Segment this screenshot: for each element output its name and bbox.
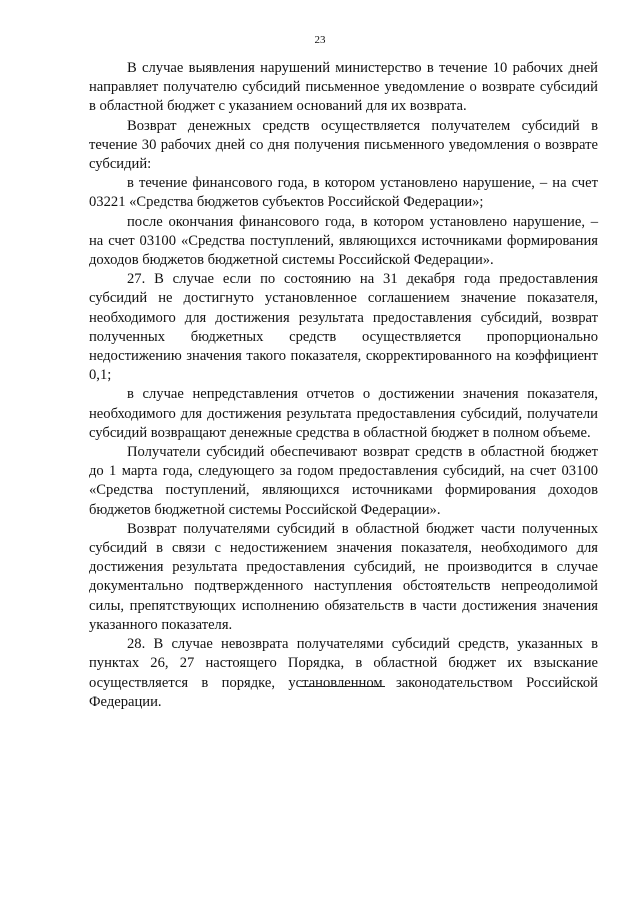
paragraph-item-27: 27. В случае если по состоянию на 31 декабря года предоставления субсидий не достигнуто установленное соглашением значение показателя, необходимого для достижения результата предоставления субсидий, возврат полученных бюджетных средств осуществляется пропорционально недостижению значения такого показателя, скорректированного на коэффициент 0,1; [89, 271, 598, 384]
end-of-text-rule [300, 686, 385, 687]
page-number: 23 [314, 34, 326, 46]
paragraph-current-year-account: в течение финансового года, в котором установлено нарушение, – на счет 03221 «Средства бюджетов субъектов Российской Федерации»; [89, 175, 598, 211]
paragraph-item-28: 28. В случае невозврата получателями субсидий средств, указанных в пунктах 26, 27 настоящего Порядка, в областной бюджет их взыскание осуществляется в порядке, установленном законодательством Российской Федерации. [89, 636, 598, 710]
paragraph-no-reports: в случае непредставления отчетов о достижении значения показателя, необходимого для достижения результата предоставления субсидий, получатели субсидий возвращают денежные средства в областной бюджет в полном объеме. [89, 386, 598, 441]
paragraph-force-majeure: Возврат получателями субсидий в областной бюджет части полученных субсидий в связи с недостижением значения показателя, необходимого для достижения результата предоставления субсидий, не производится в случае документально подтвержденного наступления обстоятельств непреодолимой силы, препятствующих исполнению обязательств в части достижения значения указанного показателя. [89, 520, 598, 633]
paragraph-refund-date: Получатели субсидий обеспечивают возврат средств в областной бюджет до 1 марта года, следующего за годом предоставления субсидий, на счет 03100 «Средства поступлений, являющихся источниками формирования доходов бюджетов бюджетной системы Российской Федерации». [89, 444, 598, 518]
paragraph-refund-deadline: Возврат денежных средств осуществляется получателем субсидий в течение 30 рабочих дней со дня получения письменного уведомления о возврате субсидий: [89, 117, 598, 173]
paragraph-violation-notice: В случае выявления нарушений министерство в течение 10 рабочих дней направляет получателю субсидий письменное уведомление о возврате субсидий в областной бюджет с указанием оснований для их возврата. [89, 60, 598, 115]
paragraph-after-year-account: после окончания финансового года, в котором установлено нарушение, – на счет 03100 «Средства поступлений, являющихся источниками формирования доходов бюджетов бюджетной системы Российской Федерации». [89, 213, 598, 269]
document-body [89, 59, 598, 712]
